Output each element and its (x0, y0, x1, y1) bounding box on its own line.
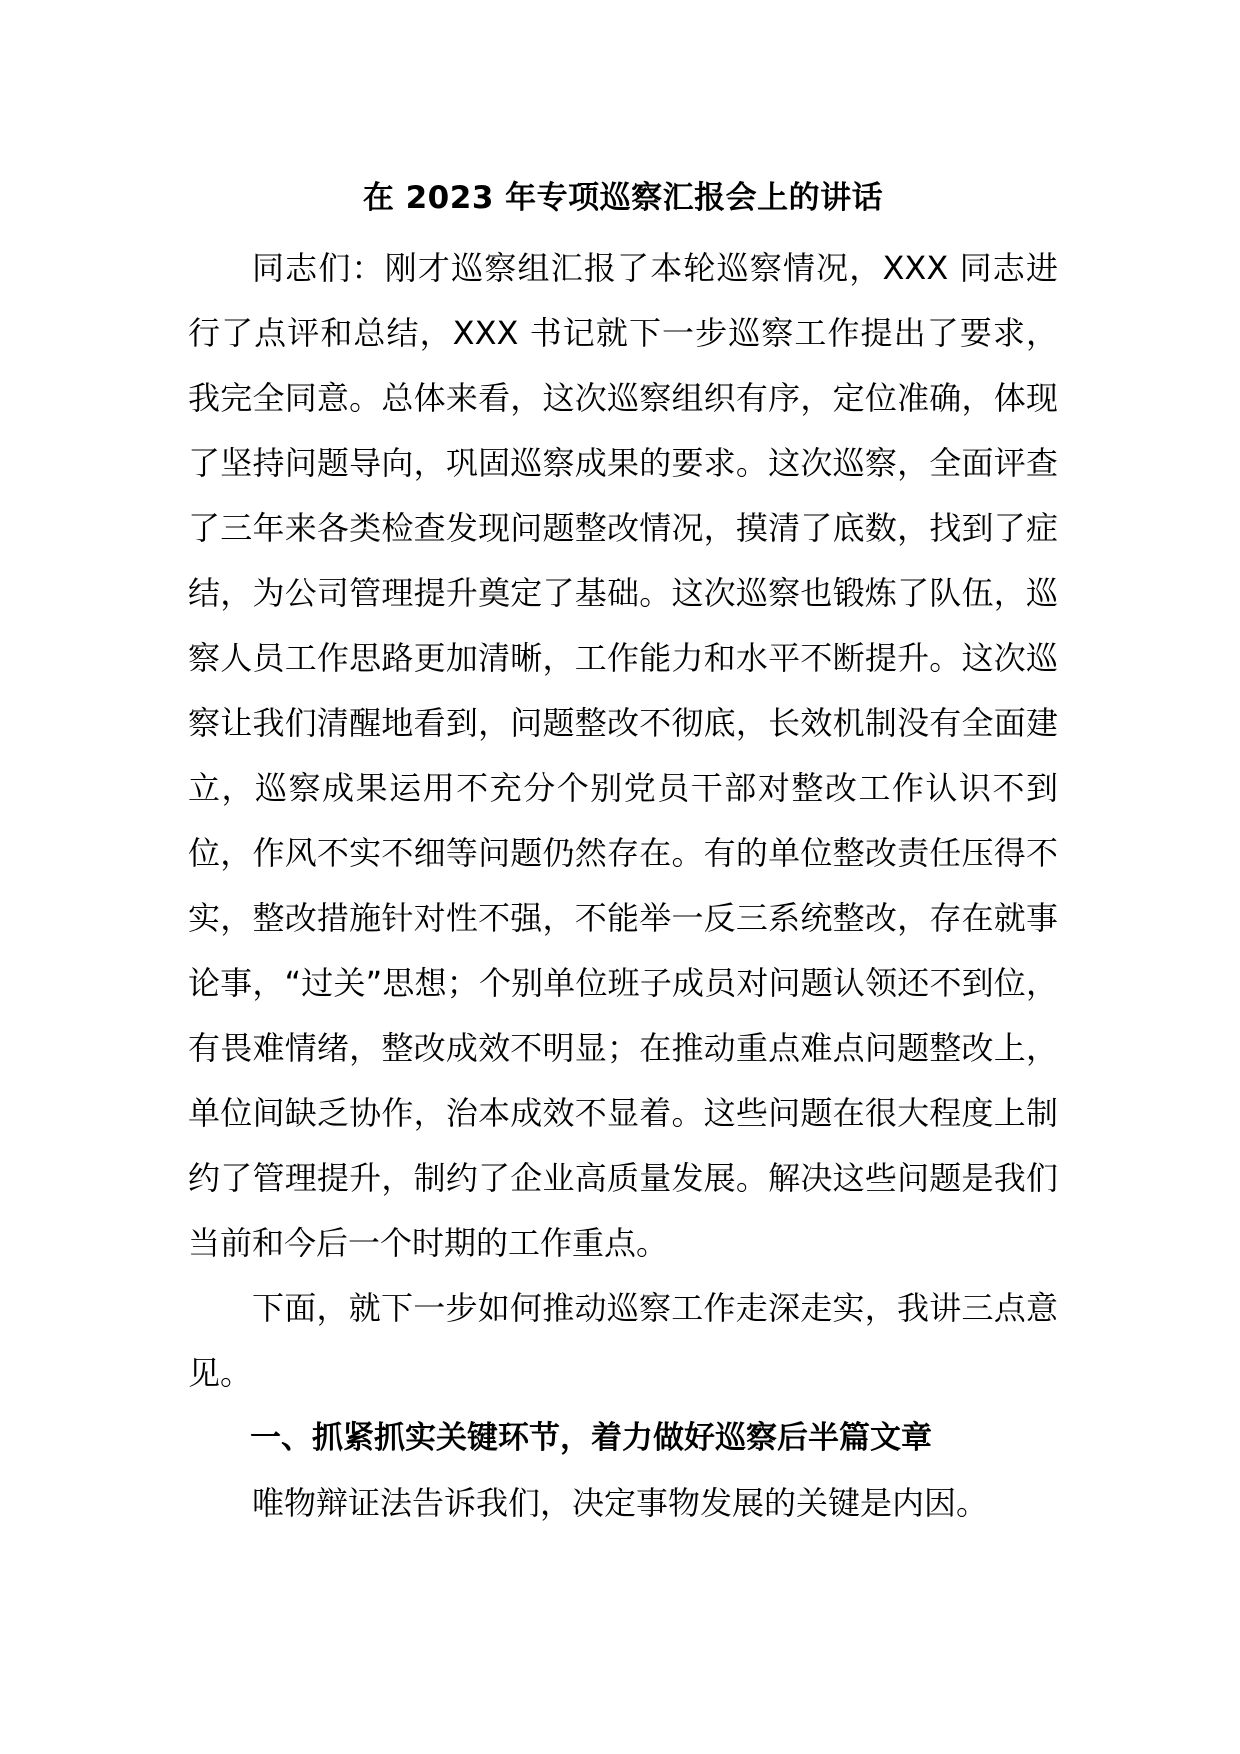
document-body (188, 160, 1058, 1536)
section-paragraph: 唯物辩证法告诉我们，决定事物发展的关键是内因。 (252, 1484, 989, 1522)
opening-paragraph: 同志们：刚才巡察组汇报了本轮巡察情况，XXX 同志进行了点评和总结，XXX 书记就下一步巡察工作提出了要求，我完全同意。总体来看，这次巡察组织有序，定位准确，体现了坚持问题导向，巩固巡察成果的要求。这次巡察，全面评查了三年来各类检查发现问题整改情况，摸清了底数，找到了症结，为公司管理提升奠定了基础。这次巡察也锻炼了队伍，巡察人员工作思路更加清晰，工作能力和水平不断提升。这次巡察让我们清醒地看到，问题整改不彻底，长效机制没有全面建立，巡察成果运用不充分个别党员干部对整改工作认识不到位，作风不实不细等问题仍然存在。有的单位整改责任压得不实，整改措施针对性不强，不能举一反三系统整改，存在就事论事，“过关”思想；个别单位班子成员对问题认领还不到位，有畏难情绪，整改成效不明显；在推动重点难点问题整改上，单位间缺乏协作，治本成效不显着。这些问题在很大程度上制约了管理提升，制约了企业高质量发展。解决这些问题是我们当前和今后一个时期的工作重点。 (188, 249, 1058, 1262)
section-heading: 一、抓紧抓实关键环节，着力做好巡察后半篇文章 (250, 1420, 932, 1456)
transition-paragraph: 下面，就下一步如何推动巡察工作走深走实，我讲三点意见。 (188, 1289, 1058, 1392)
document-title: 在 2023 年专项巡察汇报会上的讲话 (362, 180, 884, 216)
